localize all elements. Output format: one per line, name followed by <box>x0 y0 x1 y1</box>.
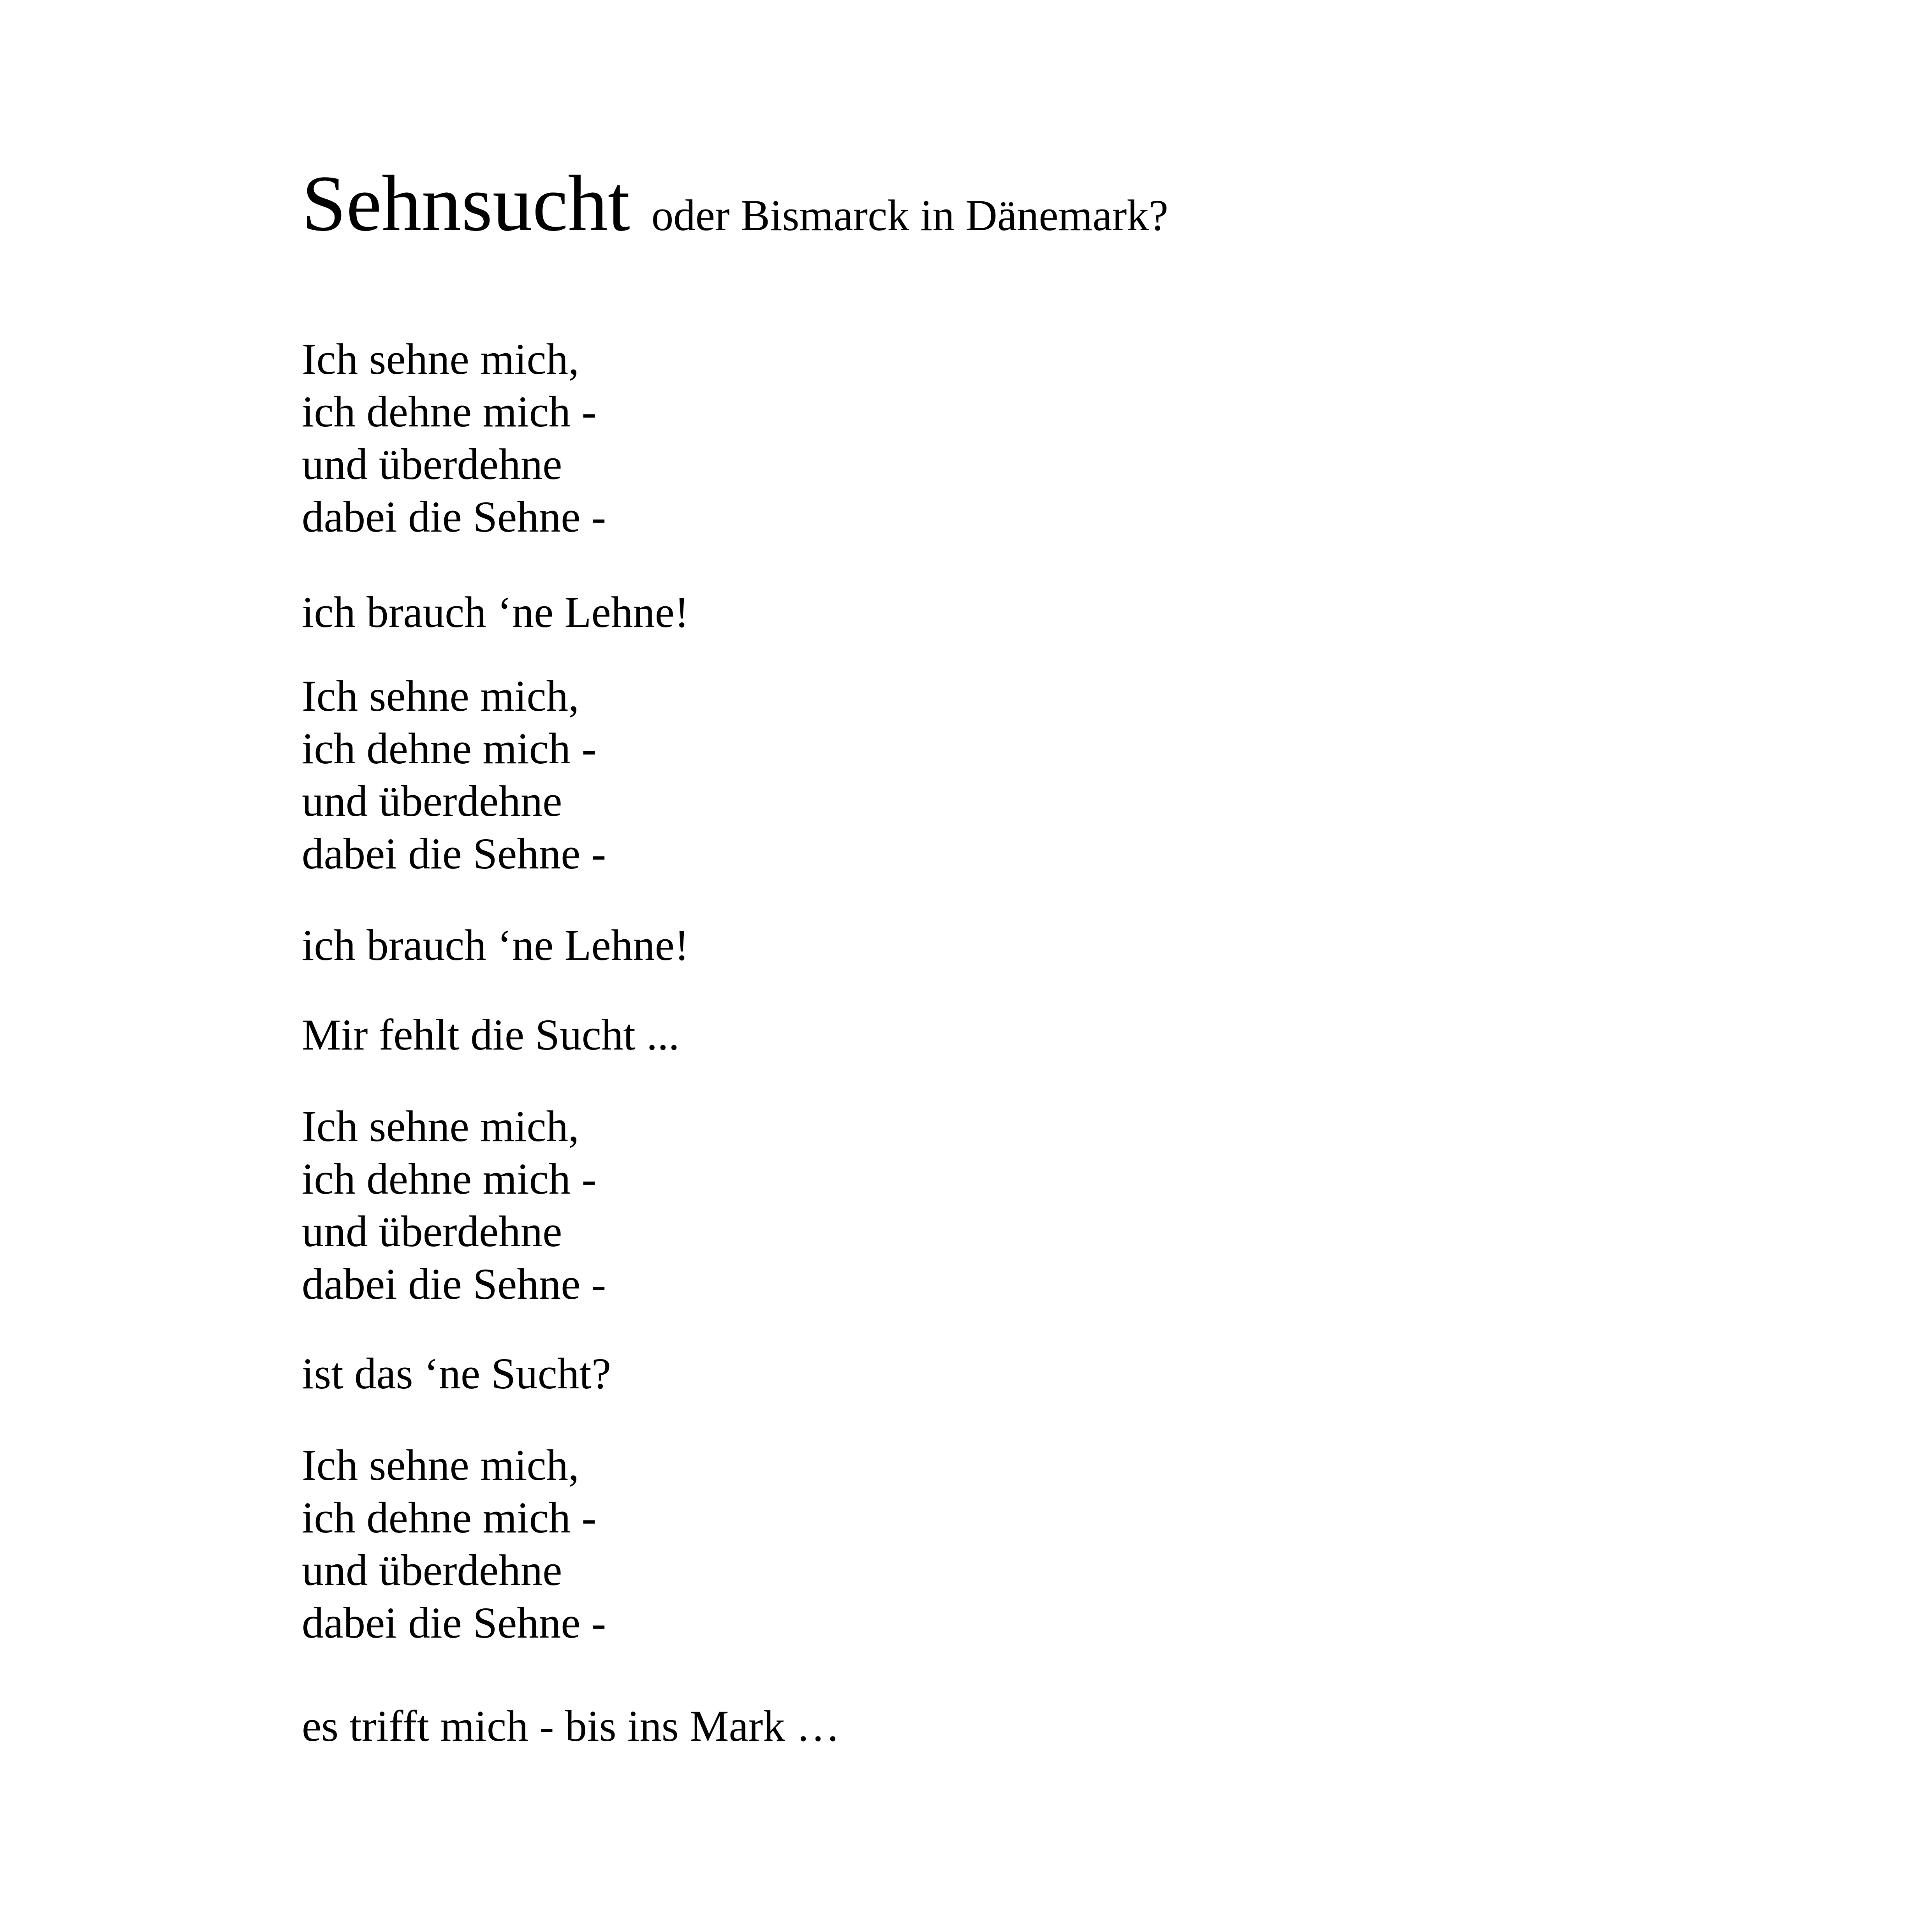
stanza-line: dabei die Sehne - <box>302 1260 606 1309</box>
stanza-line: ich dehne mich - <box>302 387 597 436</box>
stanza-line: und überdehne <box>302 777 562 826</box>
stanza-line: und überdehne <box>302 440 562 489</box>
line-4 <box>302 1347 611 1400</box>
stanza-line: ich dehne mich - <box>302 1155 597 1203</box>
stanza-line: ich dehne mich - <box>302 1493 597 1542</box>
stanza-line: Ich sehne mich, <box>302 672 579 720</box>
refrain-line-1 <box>302 586 689 639</box>
stanza-line: und überdehne <box>302 1207 562 1256</box>
title-main: Sehnsucht <box>302 159 630 248</box>
stanza-3 <box>302 1100 606 1310</box>
single-line: ist das ‘ne Sucht? <box>302 1349 611 1398</box>
single-line: ich brauch ‘ne Lehne! <box>302 921 689 970</box>
single-line: Mir fehlt die Sucht ... <box>302 1011 680 1059</box>
stanza-line: dabei die Sehne - <box>302 493 606 541</box>
stanza-line: Ich sehne mich, <box>302 1102 579 1151</box>
poem-title <box>302 159 1168 248</box>
refrain-line-2 <box>302 919 689 972</box>
closing-line <box>302 1700 840 1752</box>
stanza-line: Ich sehne mich, <box>302 1441 579 1490</box>
single-line: es trifft mich - bis ins Mark … <box>302 1702 840 1751</box>
stanza-line: dabei die Sehne - <box>302 830 606 878</box>
stanza-1 <box>302 333 606 543</box>
stanza-4 <box>302 1439 606 1649</box>
stanza-line: und überdehne <box>302 1546 562 1595</box>
stanza-line: Ich sehne mich, <box>302 335 579 384</box>
stanza-2 <box>302 670 606 880</box>
stanza-line: ich dehne mich - <box>302 724 597 773</box>
stanza-line: dabei die Sehne - <box>302 1599 606 1647</box>
line-3 <box>302 1009 680 1061</box>
title-subtitle: oder Bismarck in Dänemark? <box>651 191 1168 240</box>
single-line: ich brauch ‘ne Lehne! <box>302 588 689 637</box>
